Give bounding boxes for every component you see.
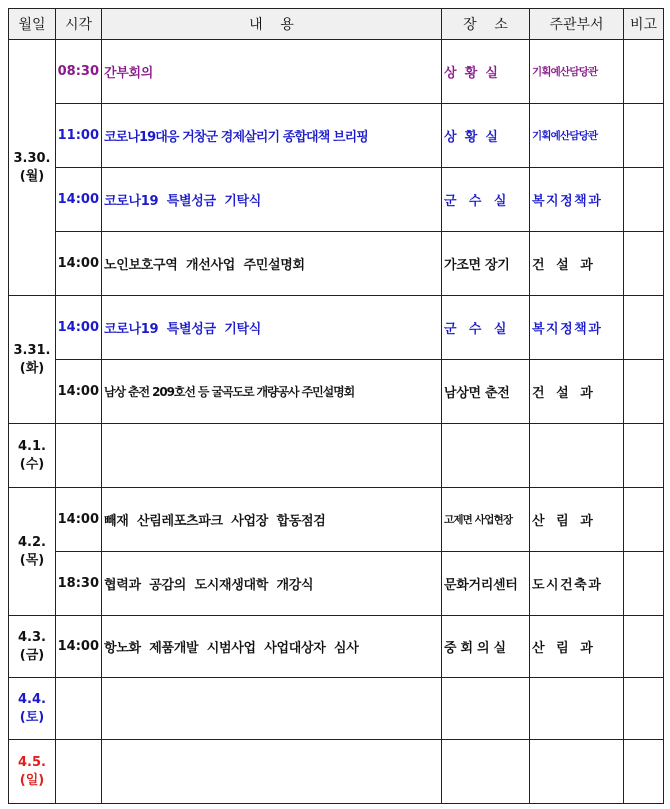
time-cell (56, 424, 102, 488)
table-row (9, 296, 664, 360)
content-cell: 남상 춘전 209호선 등 굴곡도로 개량공사 주민설명회 (102, 360, 442, 424)
date-cell (9, 740, 56, 804)
header-content: 내 용 (102, 9, 442, 40)
table-row (9, 40, 664, 104)
time-cell: 08:30 (56, 40, 102, 104)
place-cell: 남상면 춘전 (442, 360, 530, 424)
dept-cell (530, 424, 624, 488)
place-cell: 군 수 실 (442, 168, 530, 232)
weekday-text: (일) (19, 772, 45, 788)
dept-cell: 도시건축과 (530, 552, 624, 616)
header-dept: 주관부서 (530, 9, 624, 40)
table-row (9, 232, 664, 296)
table-row (9, 616, 664, 678)
place-cell: 고제면 사업현장 (442, 488, 530, 552)
place-cell: 상 황 실 (442, 40, 530, 104)
content-cell (102, 740, 442, 804)
note-cell (624, 40, 664, 104)
note-cell (624, 296, 664, 360)
dept-cell (530, 678, 624, 740)
time-cell: 14:00 (56, 488, 102, 552)
weekday-text: (수) (19, 456, 45, 472)
time-cell: 14:00 (56, 360, 102, 424)
note-cell (624, 488, 664, 552)
note-cell (624, 360, 664, 424)
time-cell: 14:00 (56, 296, 102, 360)
place-cell: 군 수 실 (442, 296, 530, 360)
date-text: 4.4. (18, 691, 46, 707)
schedule-table (8, 8, 664, 804)
place-cell (442, 424, 530, 488)
note-cell (624, 168, 664, 232)
time-cell: 18:30 (56, 552, 102, 616)
dept-cell: 복지정책과 (530, 168, 624, 232)
header-time: 시각 (56, 9, 102, 40)
date-text: 4.3. (18, 629, 46, 645)
note-cell (624, 740, 664, 804)
header-date: 월일 (9, 9, 56, 40)
date-text: 4.5. (18, 754, 46, 770)
content-cell: 코로나19대응 거창군 경제살리기 종합대책 브리핑 (102, 104, 442, 168)
time-cell: 14:00 (56, 616, 102, 678)
place-cell (442, 740, 530, 804)
table-row (9, 424, 664, 488)
date-cell (9, 296, 56, 424)
content-cell (102, 424, 442, 488)
time-cell: 11:00 (56, 104, 102, 168)
content-cell: 코로나19 특별성금 기탁식 (102, 296, 442, 360)
date-text: 4.1. (18, 438, 46, 454)
dept-cell: 건 설 과 (530, 360, 624, 424)
date-cell (9, 424, 56, 488)
time-cell: 14:00 (56, 168, 102, 232)
place-cell: 가조면 장기 (442, 232, 530, 296)
date-cell (9, 678, 56, 740)
date-cell (9, 616, 56, 678)
note-cell (624, 678, 664, 740)
dept-cell: 복지정책과 (530, 296, 624, 360)
note-cell (624, 424, 664, 488)
time-cell (56, 740, 102, 804)
place-cell (442, 678, 530, 740)
date-cell (9, 488, 56, 616)
weekday-text: (화) (19, 360, 45, 376)
dept-cell: 기획예산담당관 (530, 104, 624, 168)
content-cell: 빼재 산림레포츠파크 사업장 합동점검 (102, 488, 442, 552)
dept-cell: 산 림 과 (530, 616, 624, 678)
dept-cell: 산 림 과 (530, 488, 624, 552)
header-note: 비고 (624, 9, 664, 40)
table-row (9, 168, 664, 232)
note-cell (624, 104, 664, 168)
date-cell (9, 40, 56, 296)
weekday-text: (월) (19, 168, 45, 184)
table-row (9, 104, 664, 168)
place-cell: 중 회 의 실 (442, 616, 530, 678)
place-cell: 상 황 실 (442, 104, 530, 168)
note-cell (624, 552, 664, 616)
content-cell: 항노화 제품개발 시범사업 사업대상자 심사 (102, 616, 442, 678)
table-row (9, 678, 664, 740)
dept-cell: 기획예산담당관 (530, 40, 624, 104)
note-cell (624, 616, 664, 678)
dept-cell: 건 설 과 (530, 232, 624, 296)
weekday-text: (금) (19, 647, 45, 663)
table-row (9, 360, 664, 424)
table-row (9, 552, 664, 616)
weekday-text: (목) (19, 552, 45, 568)
dept-cell (530, 740, 624, 804)
content-cell: 간부회의 (102, 40, 442, 104)
time-cell: 14:00 (56, 232, 102, 296)
weekday-text: (토) (19, 709, 45, 725)
place-cell: 문화거리센터 (442, 552, 530, 616)
table-row (9, 740, 664, 804)
header-row (9, 9, 664, 40)
date-text: 3.31. (13, 342, 51, 358)
note-cell (624, 232, 664, 296)
date-text: 4.2. (18, 534, 46, 550)
table-row (9, 488, 664, 552)
content-cell: 노인보호구역 개선사업 주민설명회 (102, 232, 442, 296)
time-cell (56, 678, 102, 740)
content-cell (102, 678, 442, 740)
date-text: 3.30. (13, 150, 51, 166)
header-place: 장 소 (442, 9, 530, 40)
content-cell: 협력과 공감의 도시재생대학 개강식 (102, 552, 442, 616)
content-cell: 코로나19 특별성금 기탁식 (102, 168, 442, 232)
